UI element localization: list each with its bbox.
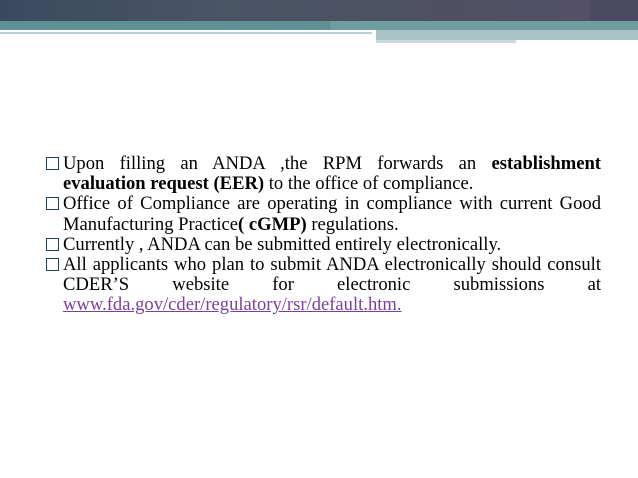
hollow-square-icon	[46, 258, 59, 271]
header-tab-rule	[376, 40, 516, 43]
bullet-text: to the office of compliance.	[264, 173, 474, 195]
fda-website-link[interactable]: www.fda.gov/cder/regulatory/rsr/default.htm.	[63, 294, 402, 316]
hollow-square-icon	[46, 157, 59, 170]
bullet-bold-text: ( cGMP)	[238, 213, 307, 235]
top-banner	[0, 0, 638, 21]
top-banner-accent	[590, 0, 638, 21]
hollow-square-icon	[46, 238, 59, 251]
bullet-item-eer	[45, 154, 601, 194]
bullet-text: Office of Compliance are operating in compliance with current Good Manufacturing Practice	[63, 193, 601, 235]
bullet-text: All applicants who plan to submit ANDA electronically should consult CDER’S website for electronic submissions at	[63, 254, 601, 296]
bullet-item-electronic	[45, 235, 601, 255]
bullet-text: regulations.	[306, 213, 399, 235]
bullet-item-applicants	[45, 255, 601, 316]
bullet-bold-text: establishment evaluation request (EER)	[63, 153, 601, 195]
bullet-text: Currently , ANDA can be submitted entirely electronically.	[63, 233, 502, 255]
top-banner-stripe-right	[330, 21, 638, 30]
header-tab	[376, 30, 638, 40]
bullet-list	[45, 154, 601, 316]
hollow-square-icon	[46, 197, 59, 210]
bullet-text: Upon filling an ANDA ,the RPM forwards an	[63, 153, 492, 174]
bullet-item-compliance	[45, 194, 601, 234]
header-rule	[0, 32, 372, 34]
